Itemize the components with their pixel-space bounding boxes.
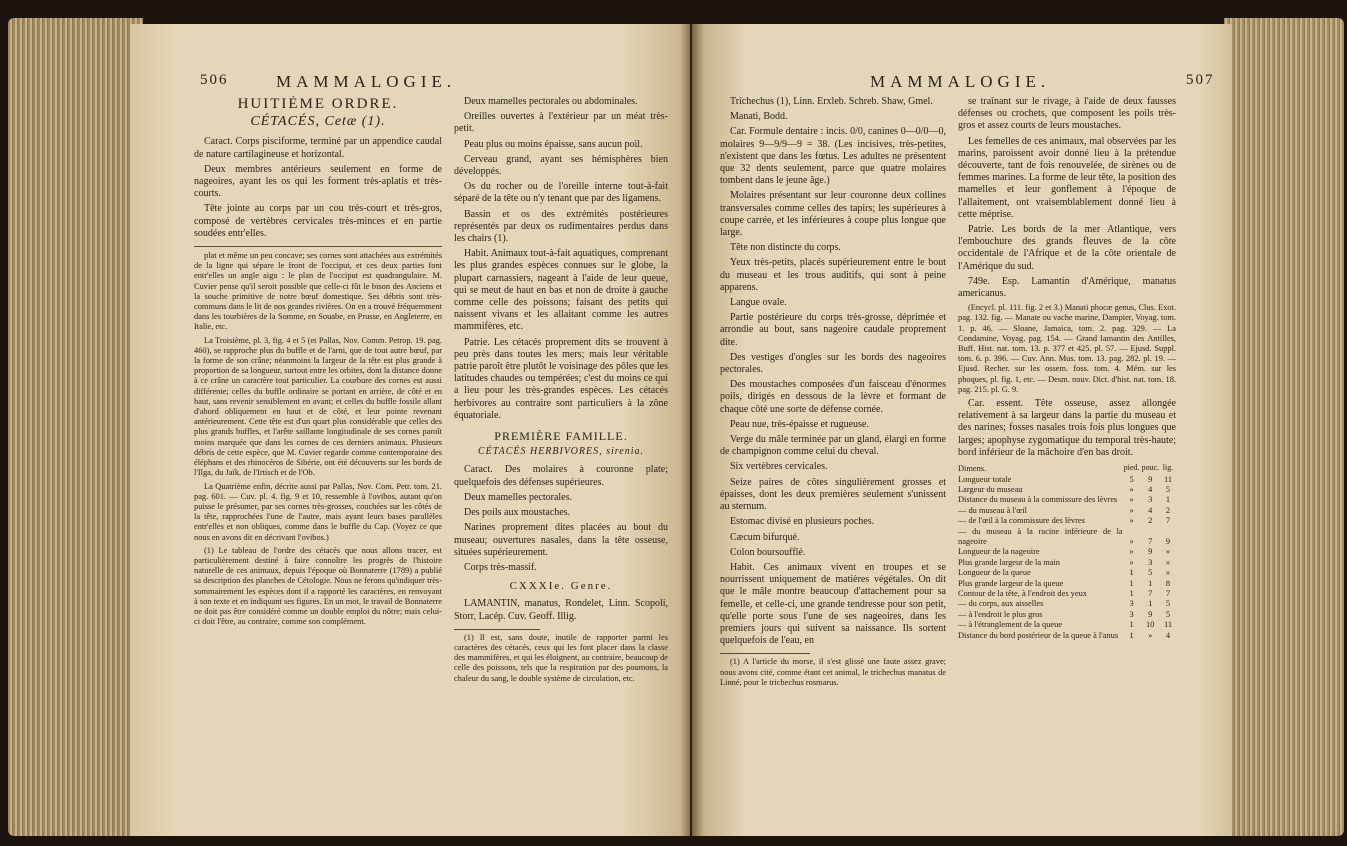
dimension-label: Longueur de la nageoire: [958, 547, 1040, 557]
paragraph: Molaires présentant sur leur couronne deux collines transversales comme celles des tapirs; les supérieures à coupe carrée, et les inférieures à coupe plus longue que large.: [720, 190, 946, 239]
paragraph: Deux mamelles pectorales.: [464, 491, 573, 503]
paragraph: Patrie. Les cétacés proprement dits se trouvent à peu près dans toutes les mers; mais leur véritable patrie paroît être plutôt le voisinage des pôles que les latitudes chaudes ou tempérées; c'est du moins ce qui a lieu pour les très-grandes espèces. Les cétacés herbivores au contraire sont particuliers à la zône équatoriale.: [454, 336, 668, 421]
family-subtitle: CÉTACÉS HERBIVORES, sirenia.: [477, 446, 645, 458]
dimension-row: [958, 547, 1176, 557]
dimension-label: Distance du bord postérieur de la queue à l'anus: [958, 630, 1119, 640]
paragraph: Des vestiges d'ongles sur les bords des nageoires pectorales.: [720, 351, 946, 376]
paragraph: Six vertèbres cervicales.: [730, 461, 828, 473]
dimension-inches: 9: [1148, 609, 1153, 619]
paragraph: Tête non distincte du corps.: [730, 242, 841, 254]
dimension-feet: 1: [1129, 630, 1134, 640]
book-gutter: [680, 24, 704, 836]
footnote: (1) Le tableau de l'ordre des cétacés que nous allons tracer, est particulièrement destiné à faire connoître les progrès de l'histoire naturelle de ces animaux, depuis l'époque où Bonnaterre (1789) a publié sa description des planches de Cétologie. Nous ne ferons qu'indiquer très-sommairement les espèces dont il a rapporté les caractères, en renvoyant à son texte et en indiquant ses figures. En un mot, le travail de Bonnaterre ne doit pas être considéré comme un double emploi du nôtre; mais celui-ci doit l'être, au contraire, comme son complément.: [194, 545, 442, 627]
right-column-1: [720, 96, 946, 821]
dimension-inches: 7: [1148, 536, 1153, 546]
note-paragraph: La Quatrième enfin, décrite aussi par Pallas, Nov. Com. Petr. tom. 21. pag. 601. — Cuv. pl. 4. fig. 9 et 10, ressemble à l'ovibos, autant qu'on puisse le présumer, par ses cornes très-grosses, couchées sur les côtés de la tête, rapprochées l'une de l'autre, mais ayant leurs bases parallèles entr'elles et non obliques, comme dans le buffle du Cap. (Voyez ce que nous en avons dit en décrivant l'ovibos.): [194, 481, 442, 542]
dimension-row: [958, 610, 1176, 620]
dimension-label: Largeur du museau: [958, 484, 1023, 494]
dimension-label: — du museau à la racine inférieure de la nageoire: [958, 526, 1123, 546]
dimension-inches: 9: [1148, 547, 1153, 557]
dimension-label: — du museau à l'œil: [958, 505, 1027, 515]
paragraph: Partie postérieure du corps très-grosse, déprimée et arrondie au bout, sans nageoire caudale proprement dite.: [720, 312, 946, 348]
paragraph: Car. essent. Tête osseuse, assez allongée relativement à sa largeur dans la partie du museau et des narines; fosses nasales trois fois plus longues que larges; apophyse zygomatique du temporal très-haute; bord inférieur de la mâchoire d'en bas droit.: [958, 398, 1176, 458]
dimension-row: [958, 527, 1176, 548]
dimension-row: [958, 495, 1176, 505]
dimension-label: — à l'étranglement de la queue: [958, 620, 1063, 630]
dimension-inches: 9: [1148, 474, 1153, 484]
paragraph: Des moustaches composées d'un faisceau d'énormes poils, dirigés en dessous de la lèvre et formant de chaque côté une sorte de défense cornée.: [720, 379, 946, 415]
dimension-feet: »: [1129, 505, 1134, 515]
dimension-feet: 5: [1129, 474, 1134, 484]
dimension-row: [958, 516, 1176, 526]
paragraph: Estomac divisé en plusieurs poches.: [730, 516, 875, 528]
dimension-row: [958, 589, 1176, 599]
dimension-lines: 4: [1165, 630, 1171, 640]
footnote-rule: [454, 629, 540, 630]
dimension-label: Plus grande largeur de la queue: [958, 578, 1064, 588]
dimension-lines: 11: [1163, 620, 1173, 630]
paragraph: Cæcum bifurqué.: [730, 531, 800, 543]
paragraph: Deux membres antérieurs seulement en forme de nageoires, ayant les os qui les forment très-aplatis et très-courts.: [194, 163, 442, 200]
dimension-lines: 5: [1165, 484, 1171, 494]
dimensions-header-row: [958, 462, 1176, 474]
dimension-feet: 1: [1129, 620, 1134, 630]
dimension-inches: 1: [1148, 599, 1153, 609]
unit-header: lig.: [1162, 463, 1174, 473]
paragraph: Corps très-massif.: [464, 561, 537, 573]
right-page-number: 507: [1186, 72, 1215, 88]
dimension-feet: »: [1129, 484, 1134, 494]
left-page-edges: [8, 18, 143, 836]
right-page-edges: [1224, 18, 1344, 836]
right-column-2: [958, 96, 1176, 821]
dimension-inches: 4: [1148, 484, 1153, 494]
dimension-lines: 8: [1165, 578, 1171, 588]
dimension-lines: 7: [1165, 516, 1171, 526]
dimension-row: [958, 485, 1176, 495]
dimension-inches: 3: [1148, 557, 1153, 567]
synonymy: (Encycl. pl. 111. fig. 2 et 3.) Manati phocæ genus, Clus. Exot. pag. 132. fig. — Manate ou vache marine, Dampier, Voyag. tom. 1. p. 46. — Sloane, Jamaica, tom. 2. pag. 329. — La Condamine, Voyag. pag. 154. — Grand lamantin des Antilles, Buff. Hist. nat. tom. 13. p. 377 et 425. pl. 57. — Ejusd. Suppl. tom. 6. p. 396. — Cuv. Ann. Mus. tom. 13. pag. 282. pl. 19. — Ejusd. Recher. sur les ossem. foss. tom. 4. Mém. sur les phoques, pl. fig. 1, etc. — Desm. nouv. Dict. d'hist. nat. tom. 18. pag. 215. pl. G. 9.: [958, 303, 1176, 394]
dimension-feet: 3: [1129, 609, 1134, 619]
dimension-row: [958, 568, 1176, 578]
left-page-number: 506: [200, 72, 229, 88]
dimensions-table: [958, 462, 1176, 641]
dimension-feet: 1: [1129, 578, 1134, 588]
dimension-inches: 3: [1148, 495, 1153, 505]
footnote: (1) Il est, sans doute, inutile de rapporter parmi les caractères des cétacés, ceux qui les font placer dans la classe des mammifères, et qui les éloignent, au contraire, beaucoup de celle des poissons, tels que la respiration par des poumons, la chaleur du sang, le double système de circulation, etc.: [454, 632, 668, 683]
paragraph: Os du rocher ou de l'oreille interne tout-à-fait séparé de la tête ou n'y tenant que par des ligamens.: [454, 181, 668, 205]
paragraph: Bassin et os des extrémités postérieures représentés par deux os rudimentaires perdus dans les chairs (1).: [454, 208, 668, 245]
dimension-feet: »: [1129, 557, 1134, 567]
footnote: (1) A l'article du morse, il s'est glissé une faute assez grave; nous avons cité, comme étant cet animal, le trichechus manatus de Linné, pour le trichechus rosmarus.: [720, 657, 946, 687]
left-column-1: [194, 96, 442, 821]
paragraph: Les femelles de ces animaux, mal observées par les marins, paroissent avoir donné lieu à la prétendue découverte, tant de fois renouvelée, de sirènes ou de femmes marines. La forme de leur tête, la position des mamelles et leur gonflement à l'époque de l'allaitement, ont vraisemblablement donné lieu à cette méprise.: [958, 135, 1176, 220]
dimension-lines: »: [1165, 568, 1171, 578]
paragraph: Peau plus ou moins épaisse, sans aucun poil.: [464, 138, 643, 150]
paragraph: Tête jointe au corps par un cou très-court et très-gros, composé de vertèbres cervicales très-minces et en partie soudées entr'elles.: [194, 203, 442, 239]
paragraph: Manati, Bodd.: [730, 111, 788, 123]
dimension-lines: 2: [1165, 505, 1171, 515]
dimension-lines: »: [1165, 547, 1171, 557]
paragraph: Narines proprement dites placées au bout du museau; ouvertures nasales, dans la tête osseuse, situées supérieurement.: [454, 522, 668, 558]
dimension-row: [958, 558, 1176, 568]
dimension-row: [958, 599, 1176, 609]
paragraph: Deux mamelles pectorales ou abdominales.: [464, 96, 638, 107]
footnote-rule: [720, 653, 810, 654]
paragraph: Oreilles ouvertes à l'extérieur par un méat très-petit.: [454, 111, 668, 135]
order-title: HUITIÈME ORDRE.: [237, 96, 399, 112]
dimension-feet: »: [1129, 536, 1134, 546]
dimension-lines: 11: [1163, 474, 1173, 484]
dimension-inches: 1: [1148, 578, 1153, 588]
section-title: CÉTACÉS, Cetæ (1).: [250, 114, 386, 130]
dimension-row: [958, 620, 1176, 630]
paragraph: Caract. Des molaires à couronne plate; quelquefois des défenses supérieures.: [454, 464, 668, 488]
paragraph: Yeux très-petits, placés supérieurement entre le bout du museau et les trous auditifs, qui sont à peine apparens.: [720, 257, 946, 293]
dimension-label: Distance du museau à la commissure des lèvres: [958, 495, 1118, 505]
dimension-feet: »: [1129, 516, 1134, 526]
dimension-lines: 1: [1165, 495, 1171, 505]
paragraph: Colon boursoufflé.: [730, 546, 806, 558]
dimension-lines: »: [1165, 557, 1171, 567]
species-heading: 749e. Esp. Lamantin d'Amérique, manatus americanus.: [958, 275, 1176, 300]
left-running-head: MAMMALOGIE.: [276, 72, 457, 91]
open-book: [8, 12, 1344, 840]
dimension-label: Contour de la tête, à l'endroit des yeux: [958, 588, 1087, 598]
dimension-row: [958, 506, 1176, 516]
paragraph: Habit. Animaux tout-à-fait aquatiques, comprenant les plus grandes espèces connues sur le globe, la plupart carnassiers, nageant à l'aide de leur queue, qui se meut de haut en bas et non de droite à gauche comme celle des poissons; faisant des petits qui naissent vivans et les allaitant comme les autres mammifères, etc.: [454, 248, 668, 333]
paragraph: Peau nue, très-épaisse et rugueuse.: [730, 418, 869, 430]
dimension-inches: 2: [1148, 516, 1153, 526]
dimension-row: [958, 475, 1176, 485]
dimension-label: — à l'endroit le plus gros: [958, 609, 1043, 619]
dimension-inches: 5: [1148, 568, 1153, 578]
dimension-row: [958, 579, 1176, 589]
paragraph: Patrie. Les bords de la mer Atlantique, vers l'embouchure des grands fleuves de la côte occidentale de l'Afrique et de la côte orientale de l'Amérique du sud.: [958, 224, 1176, 272]
note-rule: [194, 246, 442, 247]
paragraph: Verge du mâle terminée par un gland, élargi en forme de champignon comme celui du cheval.: [720, 434, 946, 458]
dimension-feet: 1: [1129, 568, 1134, 578]
dimension-inches: »: [1148, 630, 1153, 640]
dimension-row: [958, 631, 1176, 641]
paragraph: Habit. Ces animaux vivent en troupes et se nourrissent uniquement de matières végétales. On dit que le mâle montre beaucoup d'attachement pour sa femelle, et celle-ci, une grande tendresse pour son petit, qu'elle porte sous l'une de ses nageoires, dans les premiers jours qui suivent sa naissance. Ils sortent quelquefois de l'eau, en: [720, 561, 946, 647]
dimension-inches: 4: [1148, 505, 1153, 515]
dimensions-body: [958, 475, 1176, 642]
unit-header: pouc.: [1141, 463, 1159, 473]
unit-header: pied.: [1123, 463, 1140, 473]
dimension-lines: 7: [1165, 588, 1171, 598]
dimension-inches: 10: [1146, 620, 1155, 630]
dimension-label: Plus grande largeur de la main: [958, 557, 1060, 567]
paragraph: Langue ovale.: [730, 297, 787, 309]
note-paragraph: La Troisième, pl. 3, fig. 4 et 5 (et Pallas, Nov. Comm. Petrop. 19. pag. 460), se rapproche plus du buffle et de l'arni, que de tout autre bœuf, par la forme de son crâne; néanmoins la largeur de la tête est plus grande à proportion de sa longueur, surtout entre les orbites, dont la distance donne à ce crâne un caractère tout particulier. La courbure des cornes est aussi différente; celles du buffle ordinaire se portant en arrière, de côté et en haut, sans revenir sensiblement en avant; et celles du buffle fossile allant d'abord obliquement en haut et de côté, et leur pointe revenant antérieurement. Cette tête est d'un quart plus considérable que celles des plus grands buffles, et l'arête saillante longitudinale de ses cornes paroît moins marquée que dans les cornes de ces derniers animaux. Plusieurs débris de cette espèce, que M. Cuvier regarde comme contemporaine des éléphans et des rhinocéros de Sibérie, ont été découverts sur les bords de l'Ilga, du Jaïk, de l'Irtisch et de l'Ob.: [194, 335, 442, 478]
dimension-label: Longueur de la queue: [958, 568, 1031, 578]
dimension-feet: »: [1129, 495, 1134, 505]
genus-title: CXXXIe. Genre.: [509, 580, 613, 593]
paragraph: Des poils aux moustaches.: [464, 507, 571, 519]
dimensions-title: Dimens.: [958, 464, 987, 474]
paragraph: Seize paires de côtes singulièrement grosses et épaisses, dont les deux premières seulement s'unissent au sternum.: [720, 476, 946, 513]
dimension-lines: 5: [1165, 609, 1171, 619]
genus-entry: LAMANTIN, manatus, Rondelet, Linn. Scopoli, Storr, Lacép. Cuv. Geoff. Illig.: [454, 598, 668, 622]
dimension-lines: 5: [1165, 599, 1171, 609]
note-paragraph: plat et même un peu concave; ses cornes sont attachées aux extrémités de la ligne qui sépare le front de l'occiput, et ces deux parties font entr'elles un angle aigu : le plan de l'occiput est quadrangulaire. M. Cuvier pense qu'il seroit possible que celle-ci fût le bison des Anciens et la souche primitive de notre bœuf domestique. Ses débris sont très-communs dans le lit de nos grandes rivières. On en a trouvé fréquemment dans les tourbières de la Somme, en Souabe, en Prusse, en Angleterre, en Italie, etc.: [194, 251, 442, 332]
dimension-inches: 7: [1148, 588, 1153, 598]
paragraph: Car. Formule dentaire : incis. 0/0, canines 0—0/0—0, molaires 9—9/9—9 = 38. (Les incisives, très-petites, n'existent que dans les fœtus. Les adultes ne présentent que 32 dents seulement, parce que quatre molaires tombent dans le jeune âge.): [720, 126, 946, 187]
dimension-label: — du corps, aux aisselles: [958, 599, 1044, 609]
dimension-feet: 1: [1129, 588, 1134, 598]
dimension-label: Longueur totale: [958, 474, 1012, 484]
right-running-head: MAMMALOGIE.: [870, 72, 1051, 91]
dimension-lines: 9: [1165, 536, 1171, 546]
dimension-feet: 3: [1129, 599, 1134, 609]
left-column-2: [454, 96, 668, 821]
paragraph: se traînant sur le rivage, à l'aide de deux fausses défenses ou crochets, que composent les poils très-gros et assez courts de leurs moustaches.: [958, 96, 1176, 132]
dimension-feet: »: [1129, 547, 1134, 557]
paragraph: Caract. Corps pisciforme, terminé par un appendice caudal de nature cartilagineuse et horizontal.: [194, 136, 442, 160]
family-title: PREMIÈRE FAMILLE.: [494, 429, 628, 444]
dimension-label: — de l'œil à la commissure des lèvres: [958, 516, 1085, 526]
paragraph: Trichechus (1), Linn. Erxleb. Schreb. Shaw, Gmel.: [730, 96, 933, 107]
paragraph: Cerveau grand, ayant ses hémisphères bien développés.: [454, 153, 668, 178]
